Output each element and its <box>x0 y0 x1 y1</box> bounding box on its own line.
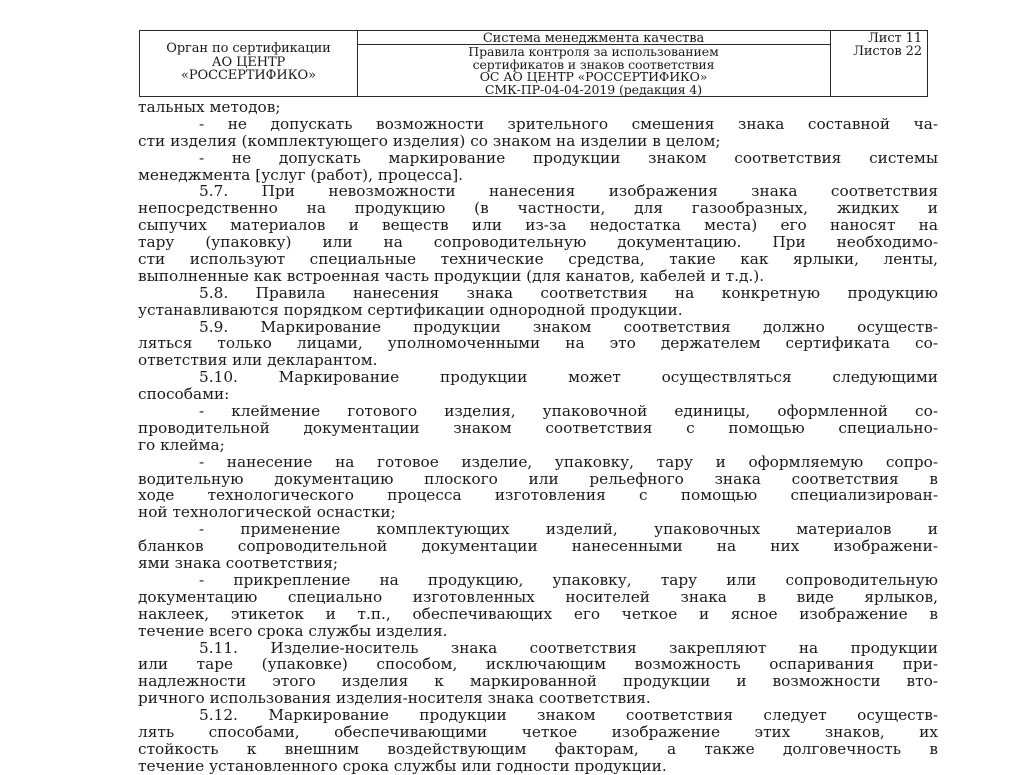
text-line: 5.12. Маркирование продукции знаком соответствия следует осуществ- <box>199 706 938 725</box>
text-line: выполненные как встроенная часть продукции (для канатов, кабелей и т.д.). <box>138 266 765 285</box>
header-table <box>139 30 928 97</box>
text-line: 5.7. При невозможности нанесения изображения знака соответствия <box>199 182 938 201</box>
text-line: тальных методов; <box>138 98 281 116</box>
text-line: ответствия или декларантом. <box>138 351 378 370</box>
text-line: стойкость к внешним воздействующим факторам, а также долговечность в <box>138 739 938 758</box>
text-line: наклеек, этикеток и т.п., обеспечивающих его четкое и ясное изображение в <box>138 604 938 623</box>
text-line: ляться только лицами, уполномоченными на это держателем сертификата со- <box>138 334 938 353</box>
text-line: - прикрепление на продукцию, упаковку, тару или сопроводительную <box>199 570 938 589</box>
document-body <box>138 99 938 775</box>
organization-line: Орган по сертификации <box>166 41 331 56</box>
rules-title-line: ОС АО ЦЕНТР «РОССЕРТИФИКО» <box>479 69 708 84</box>
text-line: ной технологической оснастки; <box>138 503 396 522</box>
text-line: ричного использования изделия-носителя знака соответствия. <box>138 689 651 708</box>
text-line: водительную документацию плоского или рельефного знака соответствия в <box>138 469 938 488</box>
text-line: проводительной документации знаком соответствия с помощью специально- <box>138 418 938 437</box>
text-line: 5.11. Изделие-носитель знака соответствия закрепляют на продукции <box>199 638 938 657</box>
rules-title-line: Правила контроля за использованием <box>468 44 719 59</box>
text-line: течение всего срока службы изделия. <box>138 621 448 640</box>
text-line: или таре (упаковке) способом, исключающим возможность оспаривания при- <box>138 655 938 674</box>
rules-title-cell <box>357 46 830 96</box>
sheet-number: Лист 11 <box>868 31 922 46</box>
text-line: 5.10. Маркирование продукции может осуществляться следующими <box>199 368 938 387</box>
rules-title-line: СМК-ПР-04-04-2019 (редакция 4) <box>484 81 703 97</box>
rules-title-line: сертификатов и знаков соответствия <box>472 56 715 72</box>
text-line: 5.9. Маркирование продукции знаком соответствия должно осуществ- <box>199 317 938 336</box>
text-line: ями знака соответствия; <box>138 554 339 573</box>
system-title: Система менеджмента качества <box>482 31 705 46</box>
text-line: течение установленного срока службы или годности продукции. <box>138 756 667 775</box>
sheet-cell <box>830 32 929 58</box>
text-line: лять способами, обеспечивающими четкое изображение этих знаков, их <box>138 722 938 741</box>
text-line: - нанесение на готовое изделие, упаковку, тару и оформляемую сопро- <box>199 452 938 471</box>
text-line: надлежности этого изделия к маркированной продукции и возможности вто- <box>138 672 938 691</box>
text-line: способами: <box>138 385 230 404</box>
text-line: - клеймение готового изделия, упаковочной единицы, оформленной со- <box>199 402 938 421</box>
text-line: - не допускать маркирование продукции знаком соответствия системы <box>199 148 938 167</box>
organization-cell <box>140 42 357 83</box>
text-line: менеджмента [услуг (работ), процесса]. <box>138 165 464 184</box>
organization-line: «РОССЕРТИФИКО» <box>181 68 316 83</box>
text-line: - применение комплектующих изделий, упаковочных материалов и <box>199 520 938 539</box>
text-line: сти используют специальные технические средства, такие как ярлыки, ленты, <box>138 250 938 269</box>
text-line: 5.8. Правила нанесения знака соответствия на конкретную продукцию <box>199 283 938 302</box>
text-line: сти изделия (комплектующего изделия) со знаком на изделии в целом; <box>138 131 721 150</box>
organization-line: АО ЦЕНТР <box>211 54 286 70</box>
text-line: ходе технологического процесса изготовления с помощью специализирован- <box>138 486 938 505</box>
text-line: устанавливаются порядком сертификации однородной продукции. <box>138 300 683 319</box>
text-line: го клейма; <box>138 435 225 454</box>
text-line: тару (упаковку) или на сопроводительную документацию. При необходимо- <box>138 233 938 252</box>
text-line: сыпучих материалов и веществ или из-за недостатка места) его наносят на <box>138 216 938 235</box>
sheets-total: Листов 22 <box>853 44 922 59</box>
text-line: документацию специально изготовленных носителей знака в виде ярлыков, <box>138 587 938 606</box>
text-line: непосредственно на продукцию (в частности, для газообразных, жидких и <box>138 199 938 218</box>
text-line: - не допускать возможности зрительного смешения знака составной ча- <box>199 114 938 133</box>
text-line: бланков сопроводительной документации нанесенными на них изображени- <box>138 537 938 556</box>
